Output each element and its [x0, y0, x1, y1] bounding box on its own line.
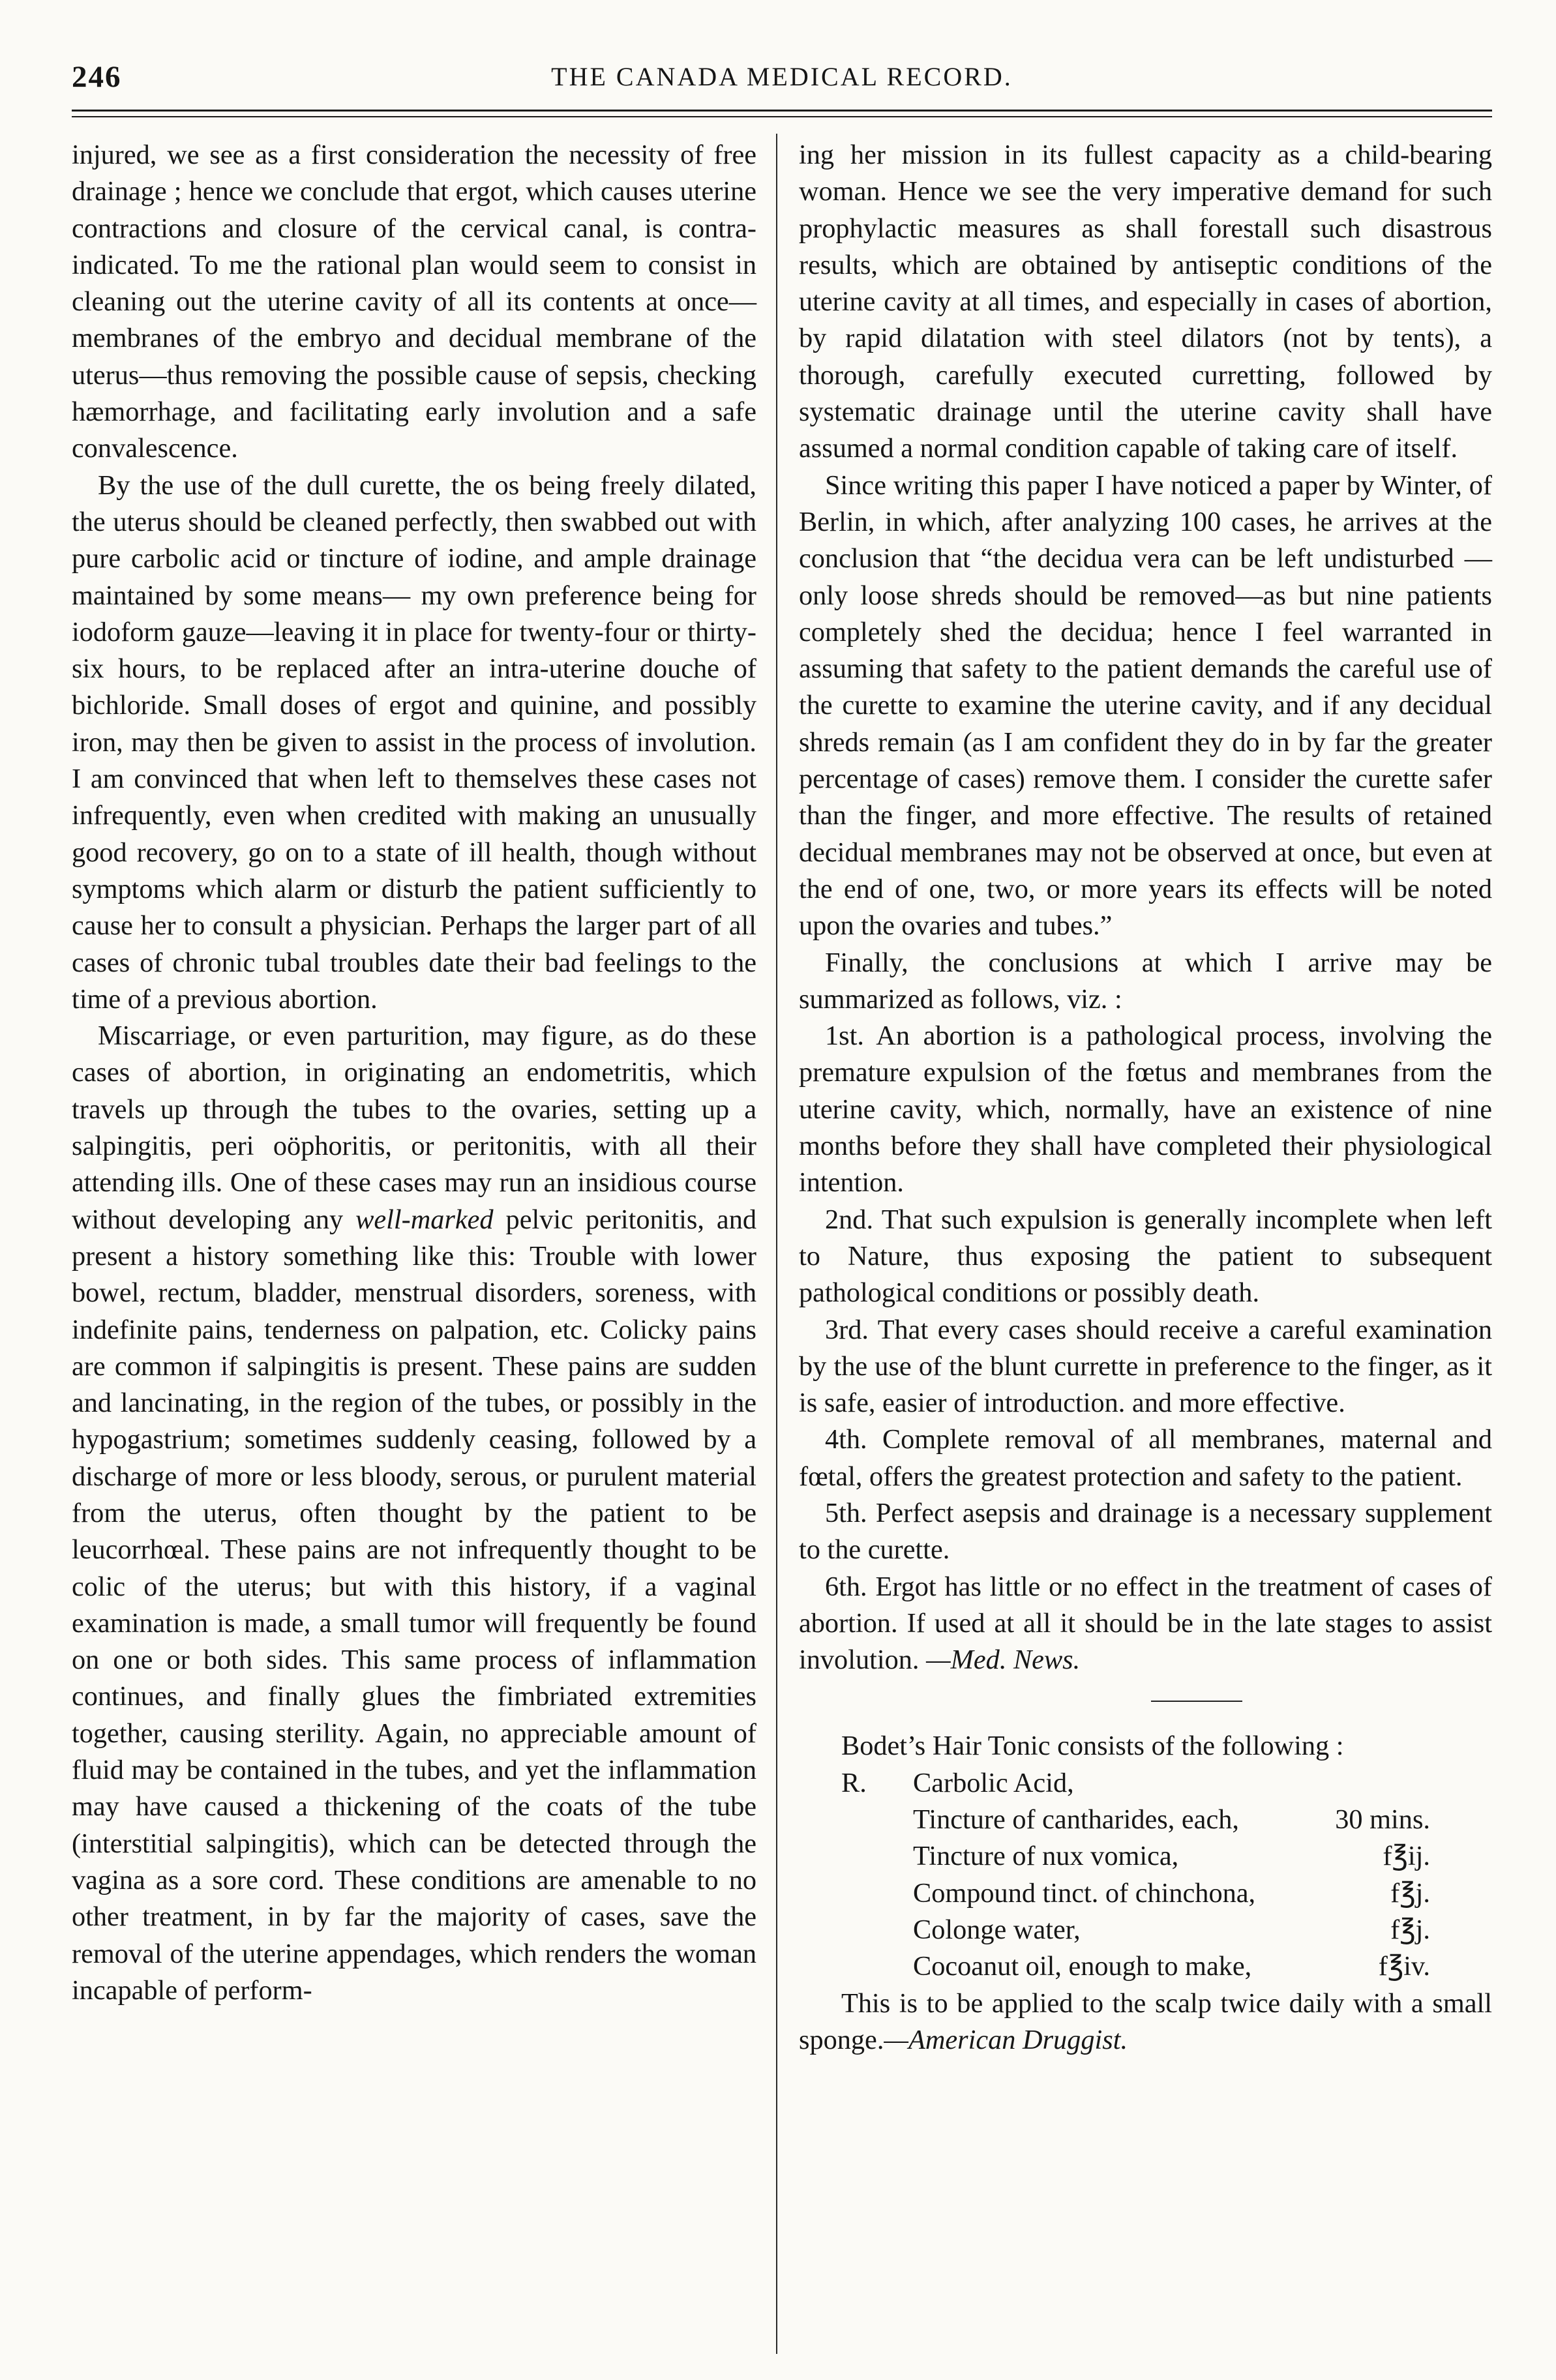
- recipe-ingredient: Cocoanut oil, enough to make,: [913, 1951, 1252, 1982]
- emphasis-text: well-marked: [355, 1204, 494, 1235]
- recipe-symbol: R.: [841, 1767, 867, 1798]
- source-citation: —American Druggist.: [884, 2024, 1128, 2055]
- recipe-line: [799, 1875, 1492, 1912]
- conclusion-item: 1st. An abortion is a pathological process, involving the premature expulsion of the fœtus and membranes from the uterine cavity, which, normally, have an existence of nine months before they shall have completed their physiological intention.: [799, 1020, 1492, 1198]
- section-divider: [1151, 1701, 1242, 1702]
- paragraph: injured, we see as a first consideration the necessity of free drainage ; hence we conclude that ergot, which causes uterine contractions and closure of the cervical canal, is contra-indicated. To me the rational plan would seem to consist in cleaning out the uterine cavity of all its contents at once—membranes of the embryo and decidual membrane of the uterus—thus removing the possible cause of sepsis, checking hæmorrhage, and facilitating early involution and a safe convalescence.: [72, 140, 756, 464]
- paragraph: ing her mission in its fullest capacity as a child-bearing woman. Hence we see the very imperative demand for such prophylactic measures as shall forestall such disastrous results, which are obtained by antiseptic conditions of the uterine cavity at all times, and especially in cases of abortion, by rapid dilatation with steel dilators (not by tents), a thorough, carefully executed curretting, followed by systematic drainage until the uterine cavity shall have assumed a normal condition capable of taking care of itself.: [799, 140, 1492, 464]
- recipe-quantity: [1430, 1765, 1492, 1802]
- recipe-directions: [799, 1986, 1492, 2059]
- recipe-line: [799, 1765, 1492, 1802]
- paragraph: By the use of the dull curette, the os being freely dilated, the uterus should be cleaned perfectly, then swabbed out with pure carbolic acid or tincture of iodine, and ample drainage maintained by some means— my own preference being for iodoform gauze—leaving it in place for twenty-four or thirty-six hours, to be replaced after an intra-uterine douche of bichloride. Small doses of ergot and quinine, and possibly iron, may then be given to assist in the process of involution. I am convinced that when left to themselves these cases not infrequently, even when credited with making an unusually good recovery, go on to a state of ill health, though without symptoms which alarm or disturb the patient sufficiently to cause her to consult a physician. Perhaps the larger part of all cases of chronic tubal troubles date their bad feelings to the time of a previous abortion.: [72, 469, 756, 1015]
- recipe-quantity: f℥ij.: [1383, 1841, 1430, 1872]
- page-number: 246: [72, 60, 122, 94]
- recipe-ingredient: Tincture of cantharides, each,: [913, 1804, 1239, 1836]
- recipe-quantity: f℥j.: [1390, 1877, 1430, 1909]
- recipe-line: [799, 1948, 1492, 1985]
- recipe-line: [799, 1838, 1492, 1875]
- recipe-quantity: 30 mins.: [1335, 1804, 1430, 1836]
- conclusion-text: 6th. Ergot has little or no effect in the treatment of cases of abortion. If used at all it should be in the late stages to assist involution.: [799, 1571, 1492, 1676]
- directions-text: This is to be applied to the scalp twice daily with a small sponge.: [799, 1987, 1492, 2055]
- paragraph: Since writing this paper I have noticed a paper by Winter, of Berlin, in which, after analyzing 100 cases, he arrives at the conclusion that “the decidua vera can be left undisturbed —only loose shreds should be removed—as but nine patients completely shed the decidua; hence I feel warranted in assuming that safety to the patient demands the careful use of the curette to examine the uterine cavity, and if any decidual shreds remain (as I am confident they do in by far the greater percentage of cases) remove them. I consider the curette safer than the finger, and more effective. The results of retained decidual membranes may not be observed at once, but even at the end of one, two, or more years its effects will be noted upon the ovaries and tubes.”: [799, 469, 1492, 942]
- left-column: [72, 137, 756, 2009]
- conclusion-item: 2nd. That such expulsion is generally incomplete when left to Nature, thus exposing the patient to subsequent pathological conditions or possibly death.: [799, 1204, 1492, 1309]
- paragraph: Finally, the conclusions at which I arrive may be summarized as follows, viz. :: [799, 947, 1492, 1015]
- conclusion-item: 3rd. That every cases should receive a careful examination by the use of the blunt currette in preference to the finger, as it is safe, easier of introduction. and more effective.: [799, 1314, 1492, 1419]
- recipe-line: [799, 1912, 1492, 1948]
- recipe-quantity: f℥iv.: [1378, 1951, 1430, 1982]
- source-citation: —Med. News.: [926, 1644, 1081, 1676]
- page-header: [72, 56, 1492, 98]
- paragraph-text: Miscarriage, or even parturition, may figure, as do these cases of abortion, in originating an endometritis, which travels up through the tubes to the ovaries, setting up a salpingitis, peri oöphoritis, or peritonitis, with all their attending ills. One of these cases may run an insidious course without developing any: [72, 1020, 756, 1235]
- recipe-quantity: f℥j.: [1390, 1914, 1430, 1945]
- header-rule-thick: [72, 110, 1492, 112]
- recipe-ingredient: Tincture of nux vomica,: [913, 1841, 1179, 1872]
- column-divider: [776, 134, 777, 2354]
- recipe-ingredient: Compound tinct. of chinchona,: [913, 1877, 1256, 1909]
- header-rule-thin: [72, 116, 1492, 117]
- conclusion-item: 4th. Complete removal of all membranes, maternal and fœtal, offers the greatest protection and safety to the patient.: [799, 1424, 1492, 1492]
- recipe-ingredient: Colonge water,: [913, 1914, 1081, 1945]
- recipe-intro: Bodet’s Hair Tonic consists of the following :: [841, 1731, 1344, 1762]
- conclusion-item: 5th. Perfect asepsis and drainage is a necessary supplement to the curette.: [799, 1497, 1492, 1566]
- paragraph: [72, 1018, 756, 2009]
- right-column: [799, 137, 1492, 2059]
- conclusion-item: [799, 1569, 1492, 1679]
- recipe-line: [799, 1802, 1492, 1838]
- recipe-ingredient: Carbolic Acid,: [913, 1767, 1074, 1798]
- paragraph-text: pelvic peritonitis, and present a history something like this: Trouble with lower bowel, rectum, bladder, menstrual disorders, soreness, with indefinite pains, tenderness on palpation, etc. Colicky pains are common if salpingitis is present. These pains are sudden and lancinating, in the region of the tubes, or possibly in the hypogastrium; sometimes suddenly ceasing, followed by a discharge of more or less bloody, serous, or purulent material from the uterus, often thought by the patient to be leucorrhœal. These pains are not infrequently thought to be colic of the uterus; but with this history, if a vaginal examination is made, a small tumor will frequently be found on one or both sides. This same process of inflammation continues, and finally glues the fimbriated extremities together, causing sterility. Again, no appreciable amount of fluid may be contained in the tubes, and yet the inflammation may have caused a thickening of the coats of the tube (interstitial salpingitis), which can be detected through the vagina as a sore cord. These conditions are amenable to no other treatment, in by far the majority of cases, save the removal of the uterine appendages, which renders the woman incapable of perform-: [72, 1204, 756, 2006]
- running-title: THE CANADA MEDICAL RECORD.: [551, 62, 1013, 91]
